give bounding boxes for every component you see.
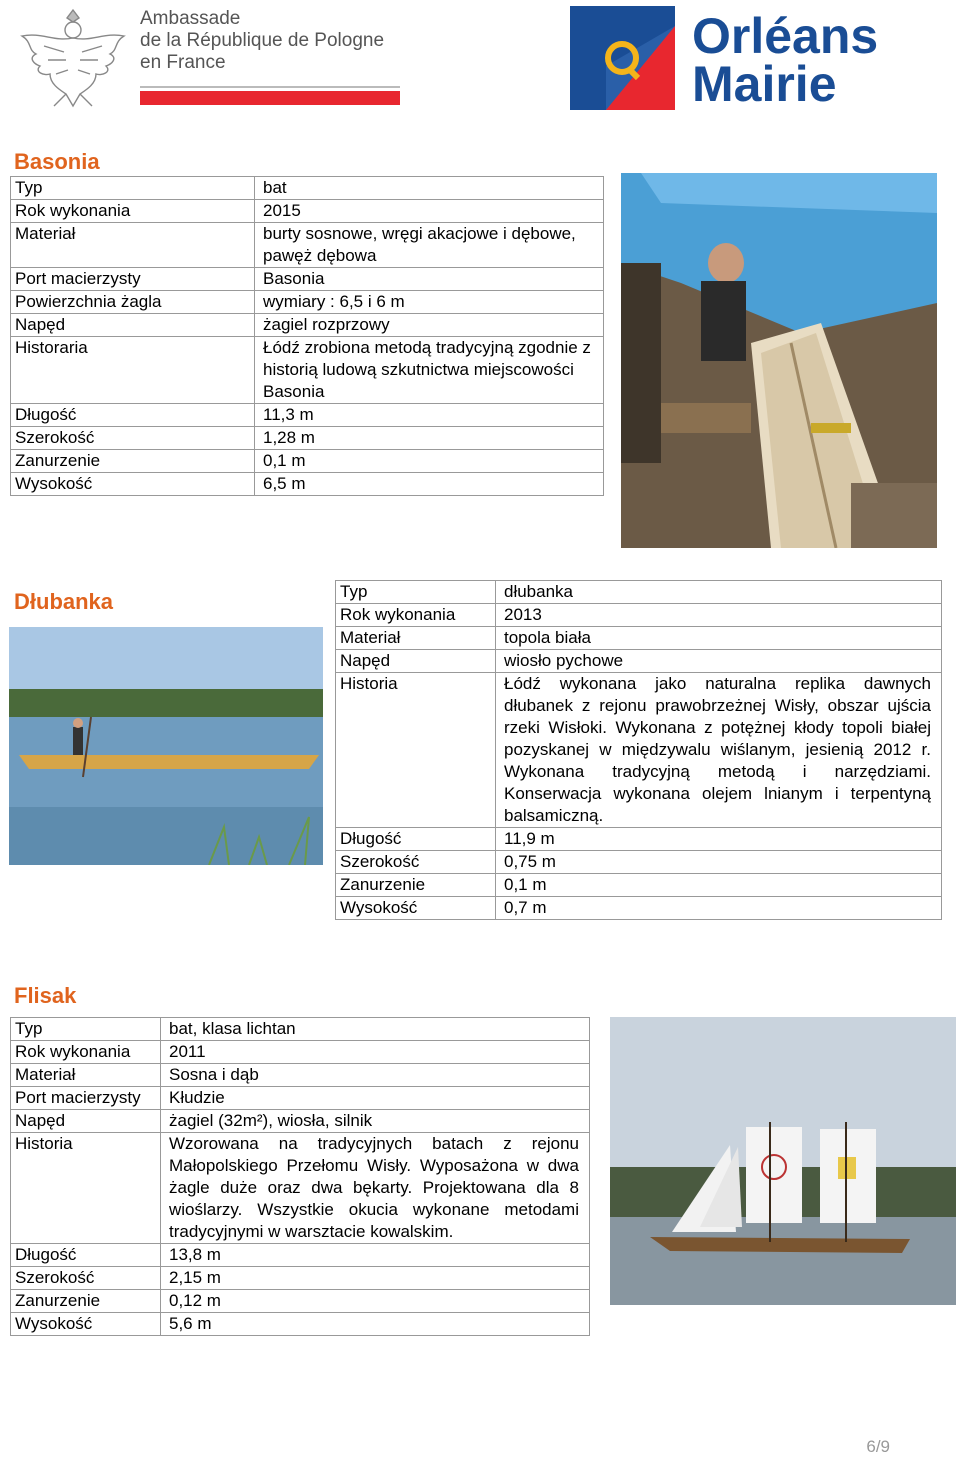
spec-label: Długość [11, 1244, 161, 1267]
spec-value: Łódź zrobiona metodą tradycyjną zgodnie z historią ludową szkutnictwa miejscowości Basonia [255, 337, 604, 404]
spec-row [11, 1110, 590, 1133]
embassy-line: en France [140, 52, 226, 73]
basonia-table [10, 176, 604, 496]
spec-label: Długość [336, 828, 496, 851]
spec-label: Wysokość [336, 897, 496, 920]
dlubanka-table [335, 580, 942, 920]
spec-row [11, 200, 604, 223]
spec-row [336, 874, 942, 897]
spec-value: bat [255, 177, 604, 200]
spec-row [336, 604, 942, 627]
polish-eagle-emblem [14, 2, 132, 114]
spec-row [336, 897, 942, 920]
spec-value: 13,8 m [161, 1244, 590, 1267]
mairie-name [692, 8, 879, 112]
dlubanka-boat-photo [9, 627, 323, 865]
spec-label: Napęd [11, 314, 255, 337]
spec-row [11, 1313, 590, 1336]
spec-value: 11,3 m [255, 404, 604, 427]
spec-row [11, 177, 604, 200]
section-title-dlubanka: Dłubanka [14, 589, 114, 614]
flisak-boat-photo [610, 1017, 956, 1305]
spec-label: Napęd [336, 650, 496, 673]
section-title-flisak: Flisak [14, 983, 77, 1008]
basonia-boat-photo [621, 173, 937, 548]
spec-value: bat, klasa lichtan [161, 1018, 590, 1041]
spec-row [11, 1041, 590, 1064]
spec-value: 2,15 m [161, 1267, 590, 1290]
spec-value: Wzorowana na tradycyjnych batach z rejonu Małopolskiego Przełomu Wisły. Wyposażona w dwa żagle duże oraz dwa bękarty. Projektowana dla 8 wioślarzy. Wszystkie okucia wykonane metodami tradycyjnymi w warsztacie kowalskim. [161, 1133, 590, 1244]
spec-value: 0,7 m [496, 897, 942, 920]
embassy-name [140, 8, 384, 74]
spec-label: Typ [11, 1018, 161, 1041]
spec-label: Historia [11, 1133, 161, 1244]
spec-row [11, 223, 604, 268]
spec-value: 0,1 m [496, 874, 942, 897]
spec-row [11, 1133, 590, 1244]
spec-row [11, 450, 604, 473]
spec-row [11, 337, 604, 404]
spec-label: Rok wykonania [336, 604, 496, 627]
spec-value: dłubanka [496, 581, 942, 604]
spec-value: Kłudzie [161, 1087, 590, 1110]
spec-row [11, 291, 604, 314]
spec-row [11, 404, 604, 427]
flisak-table [10, 1017, 590, 1336]
spec-row [11, 1087, 590, 1110]
spec-row [11, 427, 604, 450]
spec-row [11, 1290, 590, 1313]
spec-label: Zanurzenie [11, 450, 255, 473]
spec-value: burty sosnowe, wręgi akacjowe i dębowe, pawęż dębowa [255, 223, 604, 268]
spec-value: wymiary : 6,5 i 6 m [255, 291, 604, 314]
embassy-line: de la République de Pologne [140, 30, 385, 51]
spec-label: Typ [11, 177, 255, 200]
spec-label: Szerokość [11, 1267, 161, 1290]
spec-label: Powierzchnia żagla [11, 291, 255, 314]
spec-label: Port macierzysty [11, 1087, 161, 1110]
spec-label: Zanurzenie [11, 1290, 161, 1313]
spec-row [336, 673, 942, 828]
spec-label: Historia [336, 673, 496, 828]
spec-label: Materiał [336, 627, 496, 650]
spec-row [336, 627, 942, 650]
spec-row [336, 581, 942, 604]
spec-value: 0,75 m [496, 851, 942, 874]
spec-value: Sosna i dąb [161, 1064, 590, 1087]
spec-value: 2015 [255, 200, 604, 223]
spec-value: 11,9 m [496, 828, 942, 851]
spec-value: żagiel rozprzowy [255, 314, 604, 337]
spec-label: Szerokość [11, 427, 255, 450]
spec-label: Szerokość [336, 851, 496, 874]
spec-value: Basonia [255, 268, 604, 291]
spec-label: Zanurzenie [336, 874, 496, 897]
spec-value: 0,12 m [161, 1290, 590, 1313]
spec-value: 1,28 m [255, 427, 604, 450]
spec-value: 2011 [161, 1041, 590, 1064]
spec-label: Materiał [11, 1064, 161, 1087]
spec-value: 6,5 m [255, 473, 604, 496]
mairie-line: Mairie [692, 56, 837, 112]
spec-row [336, 650, 942, 673]
embassy-line: Ambassade [140, 8, 241, 29]
embassy-flag-bar [140, 86, 400, 106]
orleans-logo [570, 6, 675, 110]
page-number: 6/9 [866, 1437, 890, 1456]
spec-value: 2013 [496, 604, 942, 627]
spec-label: Długość [11, 404, 255, 427]
spec-value: 0,1 m [255, 450, 604, 473]
spec-row [11, 314, 604, 337]
section-title-basonia: Basonia [14, 149, 100, 174]
spec-label: Historaria [11, 337, 255, 404]
spec-value: Łódź wykonana jako naturalna replika dawnych dłubanek z rejonu prawobrzeżnej Wisły, obszar ujścia rzeki Wisłoki. Wykonana z potężnej kłody topoli białej pozyskanej w międzywalu wiślanym, jesienią 2012 r. Wykonana tradycyjną metodą i narzędziami. Konserwacja wykonana olejem lnianym i terpentyną balsamiczną. [496, 673, 942, 828]
spec-row [11, 1267, 590, 1290]
spec-label: Wysokość [11, 473, 255, 496]
spec-value: topola biała [496, 627, 942, 650]
spec-value: żagiel (32m²), wiosła, silnik [161, 1110, 590, 1133]
mairie-line: Orléans [692, 8, 879, 64]
spec-value: wiosło pychowe [496, 650, 942, 673]
spec-value: 5,6 m [161, 1313, 590, 1336]
spec-label: Rok wykonania [11, 1041, 161, 1064]
spec-label: Wysokość [11, 1313, 161, 1336]
spec-row [11, 473, 604, 496]
spec-label: Rok wykonania [11, 200, 255, 223]
spec-row [11, 1018, 590, 1041]
spec-row [11, 1064, 590, 1087]
spec-row [336, 828, 942, 851]
spec-label: Materiał [11, 223, 255, 268]
spec-label: Typ [336, 581, 496, 604]
spec-row [11, 1244, 590, 1267]
spec-row [336, 851, 942, 874]
spec-label: Napęd [11, 1110, 161, 1133]
spec-label: Port macierzysty [11, 268, 255, 291]
spec-row [11, 268, 604, 291]
